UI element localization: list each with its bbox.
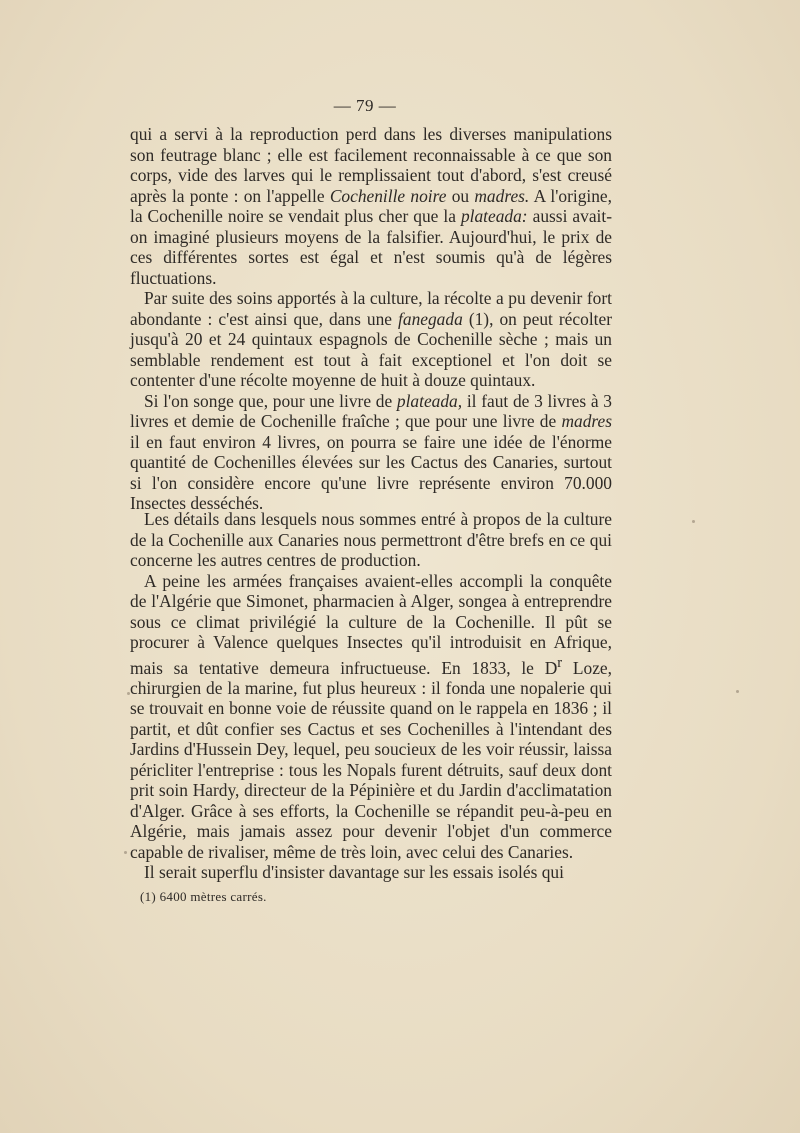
footnote: (1) 6400 mètres carrés. xyxy=(140,889,267,904)
text-run: il en faut environ 4 livres, on pourra se faire une idée de l'énorme quantité de Cochenilles élevées sur les Cactus des Canaries, surtout si l'on considère encore qu'une livre représente environ 70.000 Insectes desséchés. xyxy=(130,431,612,513)
italic-term: Cochenille noire xyxy=(329,185,447,206)
paper-speck xyxy=(124,851,127,854)
paper-speck xyxy=(736,690,739,693)
italic-term: plateada, xyxy=(396,390,463,411)
text-run: ou xyxy=(446,185,475,206)
italic-term: plateada: xyxy=(460,206,528,226)
paragraph-autres-centres: Les détails dans lesquels nous sommes entré à propos de la culture de la Cochenille aux Canaries nous permettront d'être brefs en ce qui concerne les autres centres de production. xyxy=(130,509,612,570)
text-run: Si l'on songe que, pour une livre de xyxy=(144,390,397,411)
text-run: (1), on peut récolter jusqu'à 20 et 24 quintaux espagnols de Cochenille sèche ; mais un semblable rendement est tout à fait exceptionel et l'on doit se contenter d'une récolte moyenne de huit à douze quintaux. xyxy=(130,308,612,390)
paragraph-recolte xyxy=(130,288,612,391)
page-number: — 79 — xyxy=(333,96,397,115)
text-run: qui a servi à la reproduction perd dans les diverses manipulations son feutrage blanc ; elle est facilement reconnaissable à ce que son corps, vide des larves qui le remplissaient tout d'abord, s'est creusé après la ponte : on l'appelle xyxy=(130,124,612,206)
paragraph-livre-plateada xyxy=(130,391,612,514)
paper-speck xyxy=(127,692,130,695)
text-run: Loze, chirurgien de la marine, fut plus heureux : il fonda une nopalerie qui se trouvait en bonne voie de réussite quand on le rappela en 1836 ; il partit, et dût confier ses Cactus et ses Cochenilles à l'intendant des Jardins d'Hussein Dey, lequel, peu soucieux de les voir réussir, laissa péricliter l'entreprise : tous les Nopals furent détruits, sauf deux dont prit soin Hardy, directeur de la Pépinière et du Jardin d'acclimatation d'Alger. Grâce à ses efforts, la Cochenille se répandit peu-à-peu en Algérie, mais jamais assez pour devenir l'objet d'un commerce capable de rivaliser, même de très loin, avec celui des Canaries. xyxy=(130,657,612,862)
text-section-algerie xyxy=(130,509,612,883)
italic-term: madres. xyxy=(474,185,530,206)
paragraph-cochenille-noire xyxy=(130,124,612,288)
paper-speck xyxy=(692,520,695,523)
text-run: aussi avait-on imaginé plusieurs moyens de la falsifier. Aujourd'hui, le prix de ces différentes sortes est égal et n'est soumis qu'à de légères fluctuations. xyxy=(130,206,612,288)
superscript: r xyxy=(557,654,563,671)
paragraph-essais-isoles: Il serait superflu d'insister davantage sur les essais isolés qui xyxy=(144,862,564,883)
text-run: il faut de 3 livres à 3 livres et demie de Cochenille fraîche ; que pour une livre de xyxy=(130,390,612,431)
text-section-cochenille-canaries xyxy=(130,124,612,514)
text-run: A l'origine, la Cochenille noire se vendait plus cher que la xyxy=(130,185,612,226)
text-run: Par suite des soins apportés à la culture, la récolte a pu devenir fort abondante : c'est ainsi que, dans une xyxy=(130,288,612,329)
paragraph-algerie xyxy=(130,571,612,863)
italic-term: madres xyxy=(561,411,612,431)
text-run: A peine les armées françaises avaient-elles accompli la conquête de l'Algérie que Simonet, pharmacien à Alger, songea à entreprendre sous ce climat privilégié la culture de la Cochenille. Il pût se procurer à Valence quelques Insectes qu'il introduisit en Afrique, mais sa tentative demeura infructueuse. En 1833, le D xyxy=(130,570,612,678)
italic-term: fanegada xyxy=(398,308,463,329)
